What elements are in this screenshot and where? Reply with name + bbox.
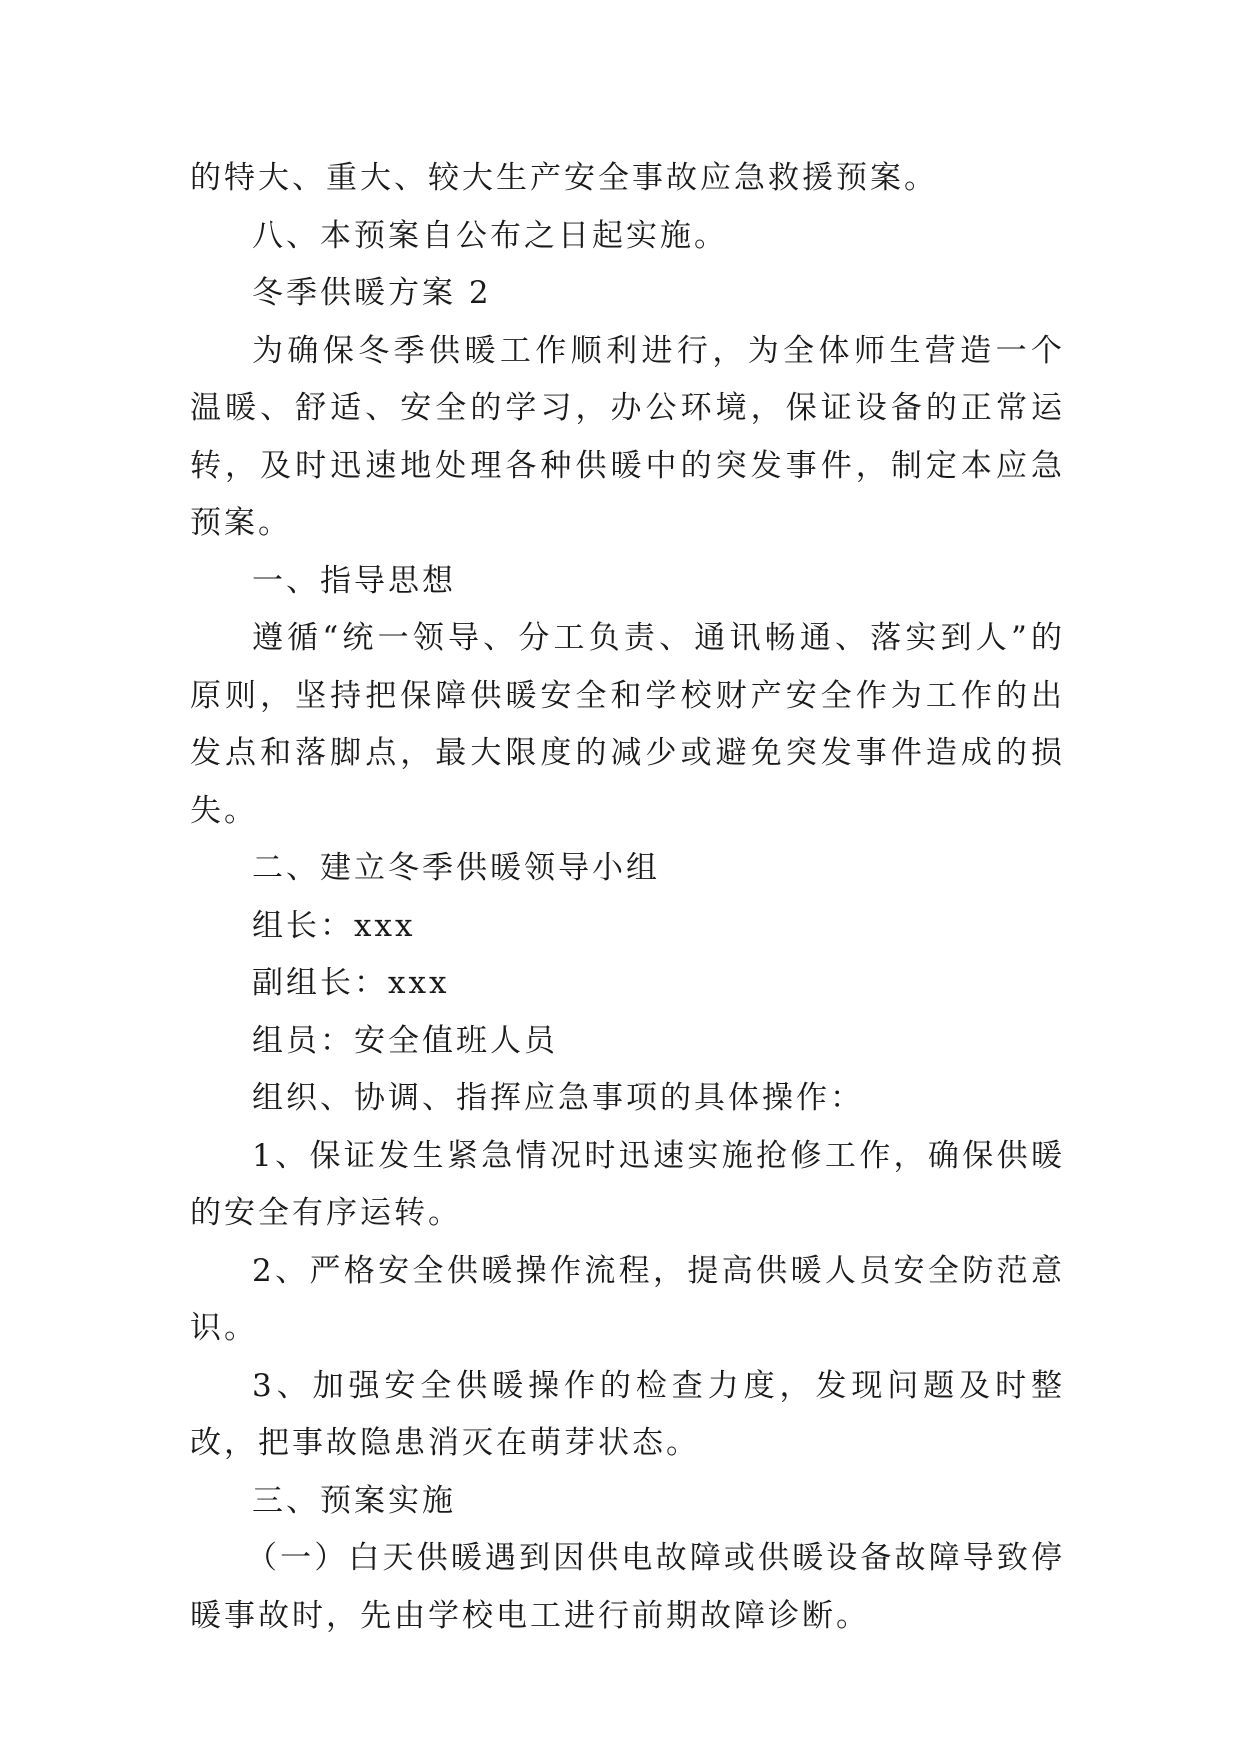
paragraph-group-members: 组员：安全值班人员 xyxy=(252,1022,558,1059)
paragraph-plan-title: 冬季供暖方案 2 xyxy=(252,275,492,311)
paragraph-section-eight: 八、本预案自公布之日起实施。 xyxy=(252,217,728,254)
paragraph-intro: 为确保冬季供暖工作顺利进行，为全体师生营造一个温暖、舒适、安全的学习，办公环境，保证设备的正常运转，及时迅速地处理各种供暖中的突发事件，制定本应急预案。 xyxy=(190,332,1065,541)
paragraph-principles: 遵循“统一领导、分工负责、通讯畅通、落实到人”的原则，坚持把保障供暖安全和学校财产安全作为工作的出发点和落脚点，最大限度的减少或避免突发事件造成的损失。 xyxy=(190,620,1065,829)
paragraph-organization: 组织、协调、指挥应急事项的具体操作： xyxy=(252,1080,864,1116)
heading-plan-implementation: 三、预案实施 xyxy=(252,1482,456,1519)
heading-guiding-ideology: 一、指导思想 xyxy=(252,562,456,599)
paragraph-daytime-failure: （一）白天供暖遇到因供电故障或供暖设备故障导致停暖事故时，先由学校电工进行前期故障诊断。 xyxy=(190,1540,1065,1634)
heading-leadership-group: 二、建立冬季供暖领导小组 xyxy=(252,850,660,886)
list-item-2: 2、严格安全供暖操作流程，提高供暖人员安全防范意识。 xyxy=(190,1252,1065,1346)
list-item-3: 3、加强安全供暖操作的检查力度，发现问题及时整改，把事故隐患消灭在萌芽状态。 xyxy=(190,1367,1065,1461)
paragraph-group-leader: 组长：xxx xyxy=(252,907,416,944)
paragraph-continuation: 的特大、重大、较大生产安全事故应急救援预案。 xyxy=(190,160,938,196)
list-item-1: 1、保证发生紧急情况时迅速实施抢修工作，确保供暖的安全有序运转。 xyxy=(190,1137,1065,1231)
paragraph-deputy-leader: 副组长：xxx xyxy=(252,965,450,1001)
document-body xyxy=(190,150,1065,1645)
